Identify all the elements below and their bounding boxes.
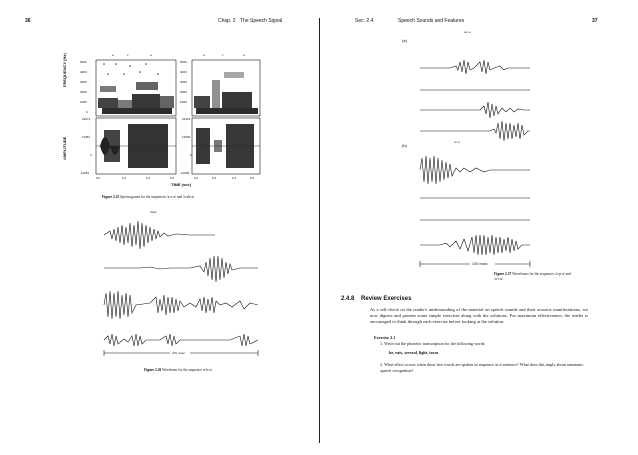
time-tick: 0.4 (232, 176, 237, 180)
amp-tick: -12060 (180, 171, 190, 175)
amp-tick: 0 (190, 153, 192, 157)
amp-tick: 11081 (82, 135, 91, 139)
caption-number: Figure 2.26 (144, 368, 162, 372)
figure-2-27-scale-label: 100 msec (472, 262, 488, 266)
freq-tick: 1000 (80, 100, 87, 104)
question-text: What effect occurs when these five words are spoken in sequence as a sentence? What does this imply about automatic speech recognition? (380, 362, 584, 373)
amplitude-axis-label: AMPLITUDE (62, 136, 67, 160)
left-chapter-label: Chap. 2 (218, 18, 236, 24)
phon-label: a (112, 53, 114, 57)
figure-2-26-scale-label: 100 msec (172, 351, 186, 355)
figure-2-27-label-a: (a) (402, 38, 407, 43)
freq-tick: 0 (86, 110, 88, 114)
question-text: Write out the phonetic transcription for the following words: (384, 341, 486, 346)
phon-label: a (150, 53, 152, 57)
exercise-question-1-words: he, eats, several, light, tacos (389, 350, 439, 355)
right-section-title: Speech Sounds and Features (398, 18, 465, 24)
amp-tick: 12060 (182, 135, 191, 139)
phon-label: a (243, 53, 245, 57)
exercise-question-1 (380, 341, 585, 347)
time-tick: 0.6 (250, 176, 255, 180)
freq-tick: 4000 (80, 70, 87, 74)
figure-2-27-phon-b: a t a (454, 140, 460, 144)
figure-2-27-label-b: (b) (402, 143, 407, 148)
amp-tick: 0 (90, 153, 92, 157)
time-tick: 0.2 (212, 176, 217, 180)
phon-label: v (127, 53, 129, 57)
right-section-label: Sec. 2.4 (355, 18, 374, 24)
figure-2-27-caption (494, 272, 574, 281)
freq-tick: 2000 (80, 90, 87, 94)
phon-label: z (222, 53, 224, 57)
frequency-axis-label: FREQUENCY (Hz) (62, 53, 67, 87)
caption-number: Figure 2.25 (102, 195, 120, 199)
section-title: Review Exercises (361, 296, 412, 302)
amp-tick: 24119 (182, 117, 191, 121)
freq-tick: 4000 (180, 70, 187, 74)
freq-tick: 5000 (80, 60, 87, 64)
time-tick: 0.4 (146, 176, 151, 180)
freq-tick: 3000 (180, 80, 187, 84)
figure-2-27-phon-a: a p a (464, 30, 471, 34)
exercise-question-2 (380, 362, 590, 373)
freq-tick: 5000 (180, 60, 187, 64)
figure-2-26-top-label: /ava/ (150, 210, 157, 214)
amp-tick: 22071 (82, 117, 91, 121)
caption-text: Waveform for the sequence /a-h-a/. (162, 368, 213, 372)
time-axis-label: TIME (sec) (171, 182, 192, 187)
question-number: 2. (380, 362, 384, 367)
exercise-title: Exercise 2.1 (374, 335, 396, 340)
caption-text: Spectrograms for the sequences /a-v-a/ and /a-zh-a/. (120, 195, 195, 199)
caption-number: Figure 2.27 (494, 272, 512, 276)
review-paragraph: As a self-check on the reader's understanding of the material on speech sounds and their acoustic manifestations, we now digress and present some simple exercises along with the solutions. For maximum effectiveness, the reader is encouraged to think through each exercise before looking at the solution. (370, 307, 588, 325)
phon-label: a (203, 53, 205, 57)
time-tick: 0.6 (170, 176, 175, 180)
time-tick: 0.0 (194, 176, 199, 180)
question-number: 1. (380, 341, 384, 346)
amp-tick: -11081 (80, 171, 90, 175)
left-chapter-title: The Speech Signal (240, 18, 283, 24)
left-page-number: 36 (25, 18, 31, 24)
freq-tick: 3000 (80, 80, 87, 84)
freq-tick: 2000 (180, 90, 187, 94)
freq-tick: 1000 (180, 100, 187, 104)
time-tick: 0.2 (122, 176, 127, 180)
section-number: 2.4.8 (341, 296, 355, 302)
time-tick: 0.0 (96, 176, 101, 180)
right-page-number: 37 (592, 18, 598, 24)
caption-text: Waveforms for the sequences /a-p-a/ and /a-t-a/. (494, 272, 571, 281)
review-section-heading (341, 296, 411, 302)
